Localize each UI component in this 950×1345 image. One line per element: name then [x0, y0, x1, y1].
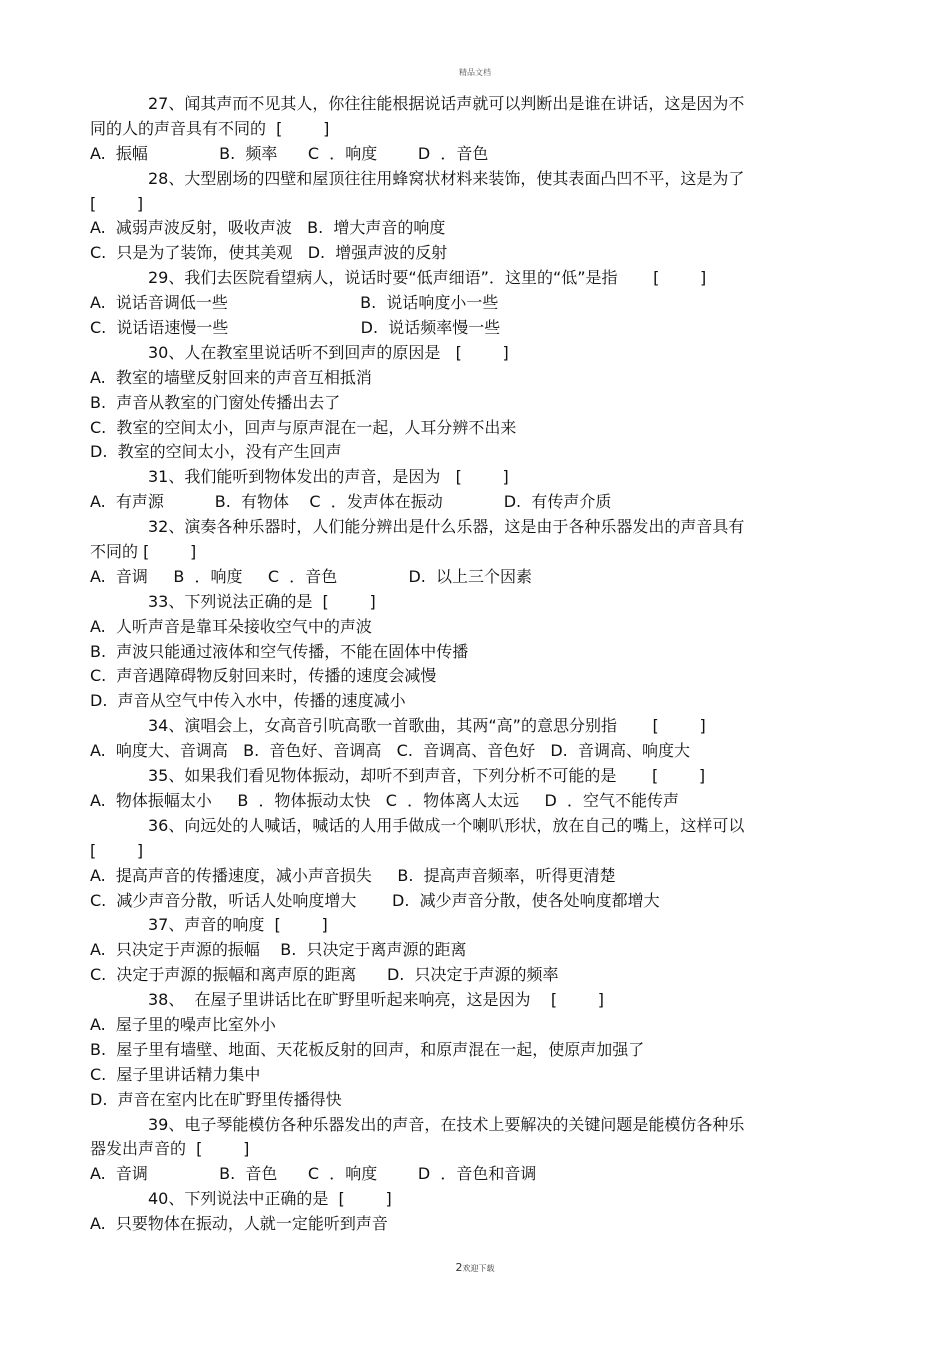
text-line: C. 减少声音分散，听话人处响度增大 D. 减少声音分散，使各处响度都增大	[90, 890, 660, 910]
question-line: 31、我们能听到物体发出的声音，是因为 [ ]	[148, 467, 509, 487]
text-line: A. 只要物体在振动，人就一定能听到声音	[90, 1214, 388, 1234]
text-line: B. 屋子里有墙壁、地面、天花板反射的回声，和原声混在一起，使原声加强了	[90, 1039, 645, 1059]
text-line: A. 有声源 B. 有物体 C ．发声体在振动 D. 有传声介质	[90, 492, 612, 512]
text-line: A. 人听声音是靠耳朵接收空气中的声波	[90, 616, 372, 636]
text-line: D. 声音在室内比在旷野里传播得快	[90, 1089, 342, 1109]
text-line: C. 声音遇障碍物反射回来时，传播的速度会减慢	[90, 666, 437, 686]
question-line: 34、演唱会上，女高音引吭高歌一首歌曲，其两“高”的意思分别指 [ ]	[148, 716, 706, 736]
text-line: C. 说话语速慢一些 D. 说话频率慢一些	[90, 318, 501, 338]
text-line: A. 减弱声波反射，吸收声波 B. 增大声音的响度	[90, 218, 446, 238]
page-header: 精品文档	[459, 68, 491, 77]
text-line: C. 只是为了装饰，使其美观 D. 增强声波的反射	[90, 243, 448, 263]
question-line: 35、如果我们看见物体振动，却听不到声音，下列分析不可能的是 [ ]	[148, 766, 706, 786]
text-line: A. 只决定于声源的振幅 B. 只决定于离声源的距离	[90, 940, 467, 960]
text-line: [ ]	[90, 193, 144, 213]
text-line: D. 教室的空间太小，没有产生回声	[90, 442, 342, 462]
question-line: 36、向远处的人喊话，喊话的人用手做成一个喇叭形状，放在自己的嘴上，这样可以	[148, 815, 745, 835]
text-line: A. 说话音调低一些 B. 说话响度小一些	[90, 293, 499, 313]
text-line: A. 响度大、音调高 B. 音色好、音调高 C. 音调高、音色好 D. 音调高、响度大	[90, 741, 690, 761]
text-line: B. 声波只能通过液体和空气传播，不能在固体中传播	[90, 641, 469, 661]
text-line: 同的人的声音具有不同的 [ ]	[90, 118, 330, 138]
text-line: A. 振幅 B. 频率 C ．响度 D ．音色	[90, 143, 489, 163]
document-body	[90, 92, 815, 1237]
text-line: A. 提高声音的传播速度，减小声音损失 B. 提高声音频率，听得更清楚	[90, 865, 616, 885]
text-line: 不同的 [ ]	[90, 542, 197, 562]
question-line: 28、大型剧场的四壁和屋顶往往用蜂窝状材料来装饰，使其表面凸凹不平，这是为了	[148, 168, 745, 188]
page-footer	[0, 1261, 950, 1274]
text-line: A. 物体振幅太小 B ．物体振动太快 C ．物体离人太远 D ．空气不能传声	[90, 790, 680, 810]
question-line: 37、声音的响度 [ ]	[148, 915, 328, 935]
page-number: 2	[455, 1261, 463, 1274]
text-line: 器发出声音的 [ ]	[90, 1139, 250, 1159]
text-line: A. 音调 B ．响度 C ．音色 D. 以上三个因素	[90, 566, 533, 586]
footer-text: 欢迎下载	[462, 1264, 495, 1273]
question-line: 40、下列说法中正确的是 [ ]	[148, 1189, 392, 1209]
question-line: 32、演奏各种乐器时，人们能分辨出是什么乐器，这是由于各种乐器发出的声音具有	[148, 517, 745, 537]
text-line: C. 屋子里讲话精力集中	[90, 1064, 261, 1084]
question-line: 29、我们去医院看望病人，说话时要“低声细语”．这里的“低”是指 [ ]	[148, 268, 707, 288]
text-line: D. 声音从空气中传入水中，传播的速度减小	[90, 691, 406, 711]
question-line: 39、电子琴能模仿各种乐器发出的声音，在技术上要解决的关键问题是能模仿各种乐	[148, 1114, 745, 1134]
text-line: C. 教室的空间太小，回声与原声混在一起，人耳分辨不出来	[90, 417, 517, 437]
text-line: A. 屋子里的噪声比室外小	[90, 1014, 276, 1034]
question-line: 27、闻其声而不见其人，你往往能根据说话声就可以判断出是谁在讲话，这是因为不	[148, 94, 745, 113]
text-line: [ ]	[90, 840, 144, 860]
text-line: A. 音调 B. 音色 C ．响度 D ．音色和音调	[90, 1164, 537, 1184]
text-line: B. 声音从教室的门窗处传播出去了	[90, 392, 341, 412]
text-line: A. 教室的墙壁反射回来的声音互相抵消	[90, 367, 372, 387]
text-line: C. 决定于声源的振幅和离声原的距离 D. 只决定于声源的频率	[90, 965, 559, 985]
question-line: 30、人在教室里说话听不到回声的原因是 [ ]	[148, 342, 509, 362]
question-line: 33、下列说法正确的是 [ ]	[148, 591, 376, 611]
question-line: 38、 在屋子里讲话比在旷野里听起来响亮，这是因为 [ ]	[148, 990, 605, 1010]
